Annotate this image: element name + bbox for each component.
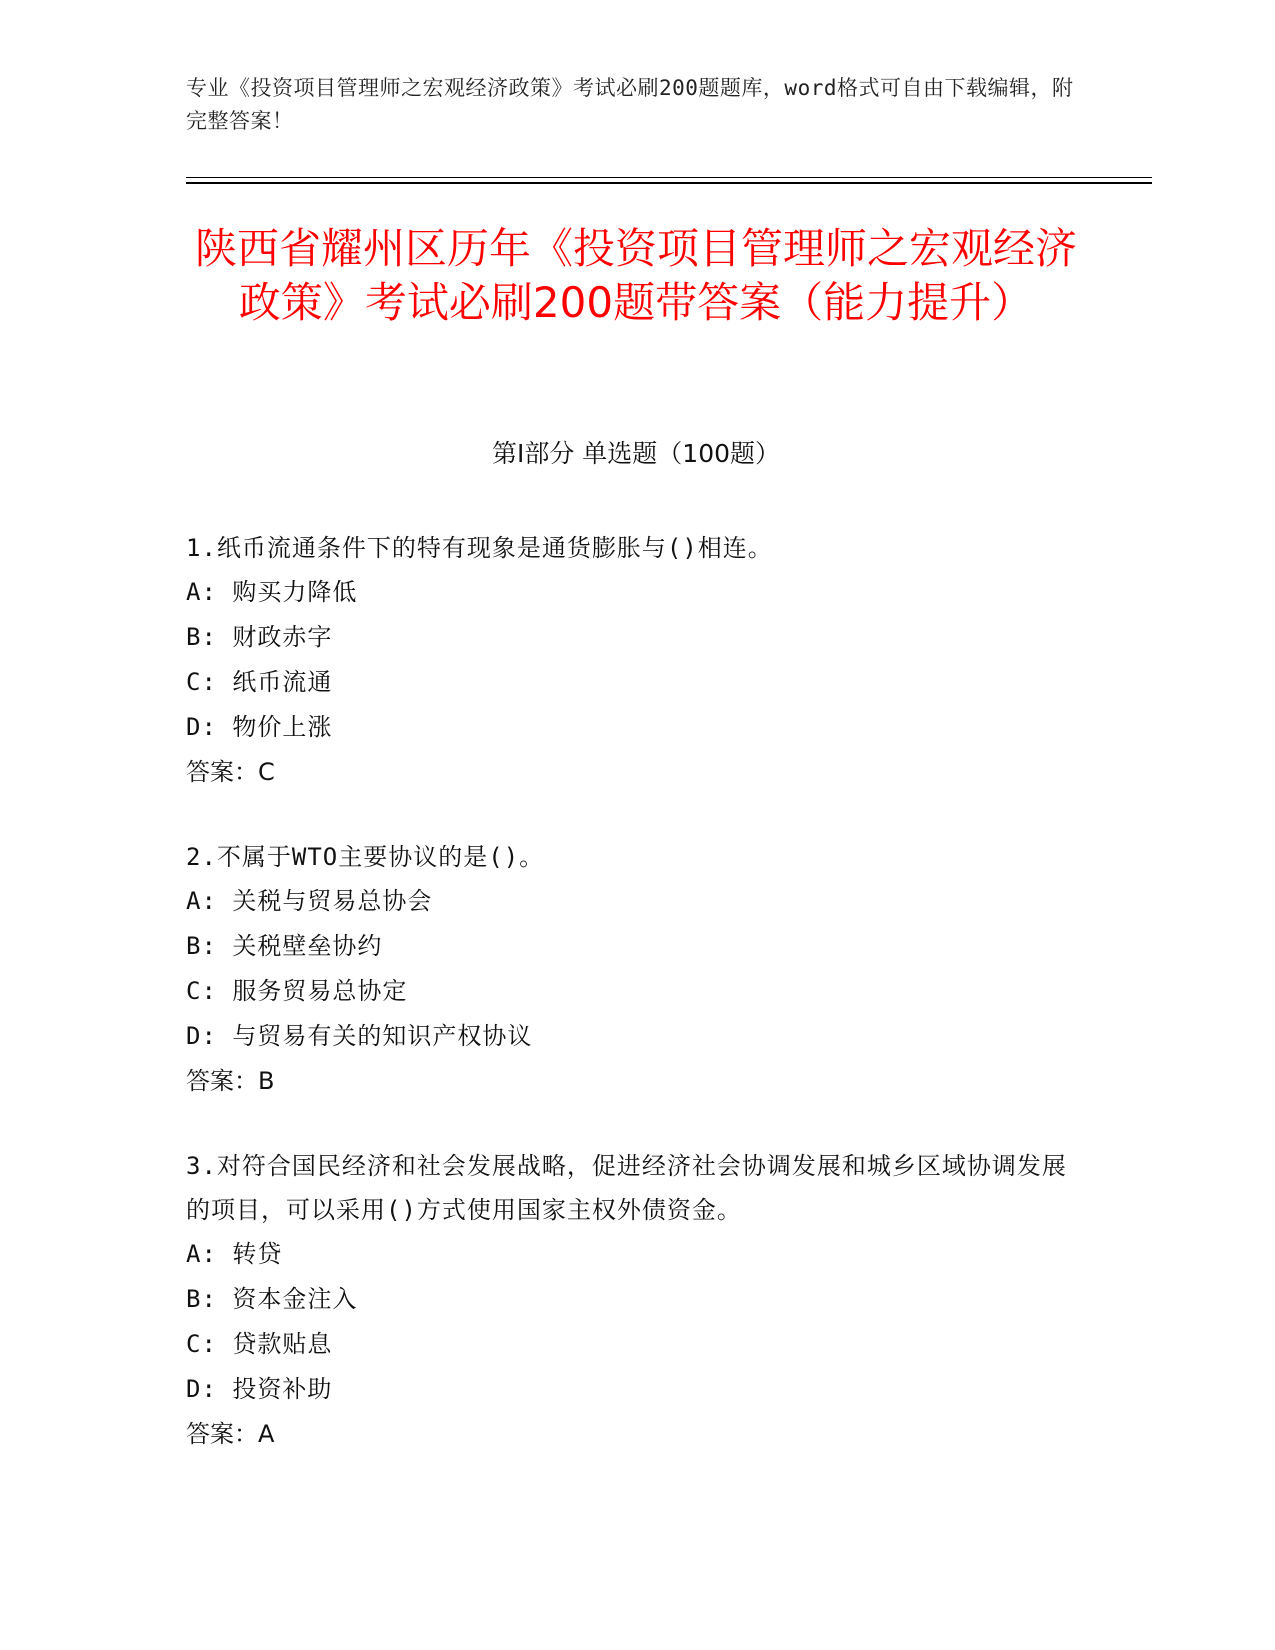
question-item bbox=[186, 1144, 1086, 1457]
header-note: 专业《投资项目管理师之宏观经济政策》考试必刷200题题库，word格式可自由下载编辑，附完整答案！ bbox=[186, 76, 1074, 133]
document-title: 陕西省耀州区历年《投资项目管理师之宏观经济政策》考试必刷200题带答案（能力提升） bbox=[194, 224, 1077, 327]
question-option-a: A: 关税与贸易总协会 bbox=[186, 887, 433, 915]
question-option-b: B: 资本金注入 bbox=[186, 1285, 358, 1313]
question-list bbox=[186, 526, 1086, 1497]
question-option-d: D: 物价上涨 bbox=[186, 713, 333, 741]
question-answer: 答案：C bbox=[186, 758, 275, 786]
question-option-d: D: 投资补助 bbox=[186, 1375, 333, 1403]
question-stem: 3.对符合国民经济和社会发展战略，促进经济社会协调发展和城乡区域协调发展的项目，可以采用()方式使用国家主权外债资金。 bbox=[186, 1152, 1067, 1224]
header-divider-thick bbox=[186, 182, 1152, 184]
question-stem: 2.不属于WTO主要协议的是()。 bbox=[186, 843, 545, 871]
header-divider-thin bbox=[186, 177, 1152, 178]
question-option-b: B: 财政赤字 bbox=[186, 623, 333, 651]
question-answer: 答案：A bbox=[186, 1420, 275, 1448]
question-stem: 1.纸币流通条件下的特有现象是通货膨胀与()相连。 bbox=[186, 534, 773, 562]
section-title: 第I部分 单选题（100题） bbox=[491, 439, 781, 468]
question-option-c: C: 贷款贴息 bbox=[186, 1330, 333, 1358]
question-answer: 答案：B bbox=[186, 1067, 275, 1095]
question-item bbox=[186, 526, 1086, 795]
question-option-a: A: 转贷 bbox=[186, 1240, 283, 1268]
question-option-c: C: 服务贸易总协定 bbox=[186, 977, 408, 1005]
question-option-d: D: 与贸易有关的知识产权协议 bbox=[186, 1022, 533, 1050]
question-option-a: A: 购买力降低 bbox=[186, 578, 358, 606]
question-option-c: C: 纸币流通 bbox=[186, 668, 333, 696]
question-option-b: B: 关税壁垒协约 bbox=[186, 932, 383, 960]
question-item bbox=[186, 835, 1086, 1104]
